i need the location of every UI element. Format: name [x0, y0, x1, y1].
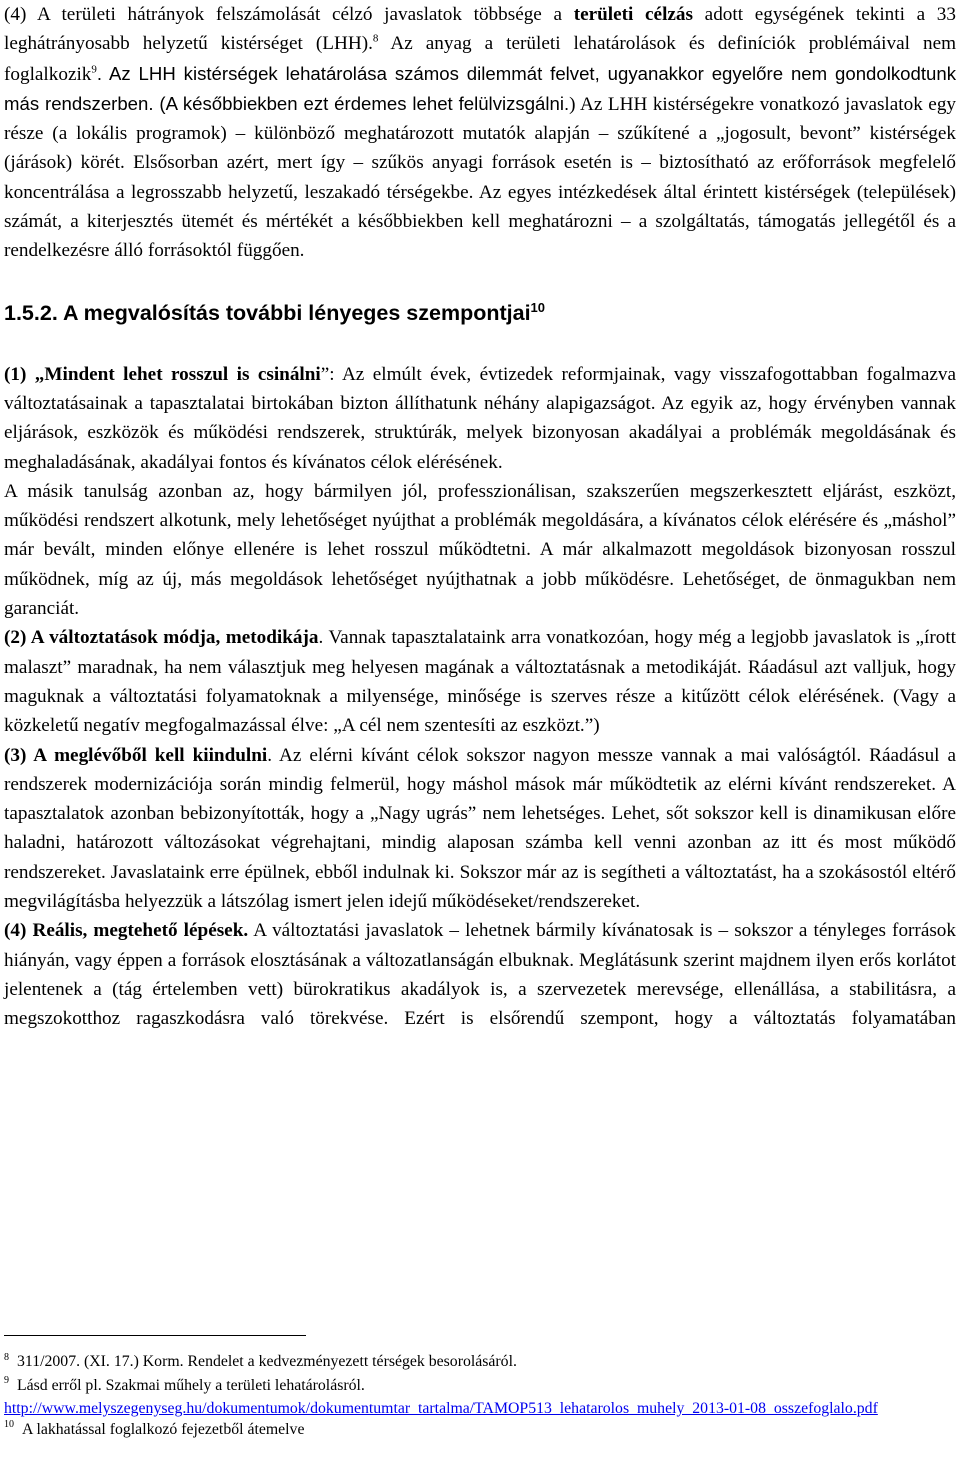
footnote-ref-9[interactable]: 9 [91, 63, 97, 76]
footnote-ref-8[interactable]: 8 [372, 32, 379, 45]
footnote-text: 311/2007. (XI. 17.) Korm. Rendelet a kedvezményezett térségek besorolásáról. [17, 1353, 517, 1370]
footnote-number: 10 [4, 1419, 14, 1431]
text-run: Az anyag a területi lehatárolások és definíciók problémáival nem foglalkozik [4, 33, 957, 85]
paragraph-1-continued: A másik tanulság azonban az, hogy bármilyen jól, professzionálisan, szakszerűen megszerkesztett eljárást, eszközt, működési rendszert alkotunk, mely lehetőséget nyújthat a problémák megoldására, a kívánatos célok elérésére és „máshol” már bevált, minden előnye ellenére is lehet rosszul működtetni. A már alkalmazott megoldások bizonyosan rosszul működnek, míg az új, más megoldások lehetőséget nyújthatnak a jobb működésre. Lehetőséget, de önmagukban nem garanciát. [4, 480, 956, 620]
paragraph-2-text: . Vannak tapasztalataink arra vonatkozóan, hogy még a legjobb javaslatok is „írott malaszt” maradnak, ha nem választjuk meg helyesen magának a változtatásnak a metodikáját. Ráadásul azt valljuk, hogy maguknak a változtatási folyamatoknak a milyensége, minősége is szerves része a kitűzött célok elérésének. (Vagy a közkeletű negatív megfogalmazással élve: „A cél nem szentesíti az eszközt.”) [4, 627, 956, 737]
footnotes [4, 1352, 954, 1440]
paragraph-3 [4, 741, 956, 917]
paragraph-3-title: (3) A meglévőből kell kiindulni [4, 744, 268, 766]
heading-text: 1.5.2. A megvalósítás további lényeges szempontjai [4, 300, 531, 325]
footnote-number: 8 [4, 1351, 9, 1363]
paragraph-1-title: (1) „Mindent lehet rosszul is csinálni [4, 363, 321, 385]
footnote-text: Lásd erről pl. Szakmai műhely a területi lehatárolásról. [17, 1376, 365, 1394]
footnote-10 [4, 1420, 954, 1441]
paragraph-4 [4, 916, 956, 1033]
paragraph-4-text: A változtatási javaslatok – lehetnek bármily kívánatosak is – sokszor a tényleges források hiányán, vagy éppen a források elosztásának a változatlanságán elbuknak. Meglátásunk szerint majdnem ilyen erős korlátot jelentenek a (tág értelemben vett) bürokratikus akadályok is, a szervezetek merevsége, ellenállása, a stabilitásra, a megszokotthoz ragaszkodásra való törekvése. Ezért is elsőrendű szempont, hogy a változtatás folyamatában [4, 920, 956, 1030]
text-run: (4) A területi hátrányok felszámolását célzó javaslatok többsége a [4, 4, 574, 25]
footnote-url-link[interactable]: http://www.melyszegenyseg.hu/dokumentumok/dokumentumtar_tartalma/TAMOP513_lehatarolos_muhely_2013-01-08_osszefoglalo.pdf [4, 1400, 878, 1417]
footnote-9 [4, 1376, 954, 1397]
footnote-ref-10[interactable]: 10 [530, 299, 546, 315]
paragraph-2-title: (2) A változtatások módja, metodikája [4, 627, 319, 649]
paragraph-2 [4, 623, 956, 740]
footnote-text: A lakhatással foglalkozó fejezetből átemelve [22, 1420, 305, 1438]
footnote-9-link [4, 1399, 954, 1420]
footnote-separator [4, 1335, 306, 1336]
text-run: ) Az LHH kistérségekre vonatkozó javaslatok egy része (a lokális programok) – különböző meghatározott mutatók alapján – szűkítené a „jogosult, bevont” kistérségek (járások) körét. Elsősorban azért, mert így – szűkös anyagi források esetén is – biztosítható az erőforrások megfelelő koncentrálása a legrosszabb helyzetű, leszakadó térségekbe. Az egyes intézkedések által érintett kistérségek (települések) számát, a kiterjesztés ütemét és mértékét a későbbiekben kell meghatározni – a szolgáltatás, támogatás jellegétől és a rendelkezésre álló forrásoktól függően. [4, 93, 957, 262]
paragraph-4-territorial [4, 0, 956, 266]
sans-text-run: . Az LHH kistérségek lehatárolása számos dilemmát felvet, ugyanakkor egyelőre nem gondolkodtunk más rendszerben. (A későbbiekben ezt érdemes lehet felülvizsgálni. [4, 62, 956, 114]
paragraph-1-text: ”: Az elmúlt évek, évtizedek reformjainak, vagy visszafogottabban fogalmazva változtatásainak a tapasztalatai birtokában bizton állíthatunk néhány alapigazságot. Az egyik az, hogy érvényben vannak eljárások, eszközök és működési rendszerek, struktúrák, melyek bizonyosan akadályai a problémák megoldásának és meghaladásának, akadályai fontos és kívánatos célok elérésének. [4, 363, 956, 473]
bold-term: területi célzás [573, 4, 693, 25]
footnote-number: 9 [4, 1375, 9, 1387]
paragraph-1 [4, 360, 956, 477]
footnote-8 [4, 1352, 954, 1373]
paragraph-3-text: . Az elérni kívánt célok sokszor nagyon messze vannak a mai valóságtól. Ráadásul a rendszerek modernizációja során mindig felmerül, hogy máshol mások már működtetik az elérni kívánt rendszereket. A tapasztalatok azonban bebizonyították, hogy a „Nagy ugrás” nem lehetséges. Lehet, sőt sokszor kell is dinamikusan előre haladni, határozott változásokat végrehajtani, mindig alaposan számba kell venni azonban az itt és most működő rendszereket. Javaslataink erre épülnek, ebből indulnak ki. Sokszor már az is segítheti a változtatást, ha a szokásostól eltérő megvilágításba helyezzük a látszólag ismert jelen idejű működéseket/rendszereket. [4, 744, 956, 913]
document-page [4, 0, 956, 1034]
section-heading [4, 297, 956, 328]
paragraph-4-title: (4) Reális, megtehető lépések. [4, 920, 249, 942]
text-run: adott egységének tekinti a 33 leghátrányosabb helyzetű kistérséget (LHH). [4, 4, 956, 55]
